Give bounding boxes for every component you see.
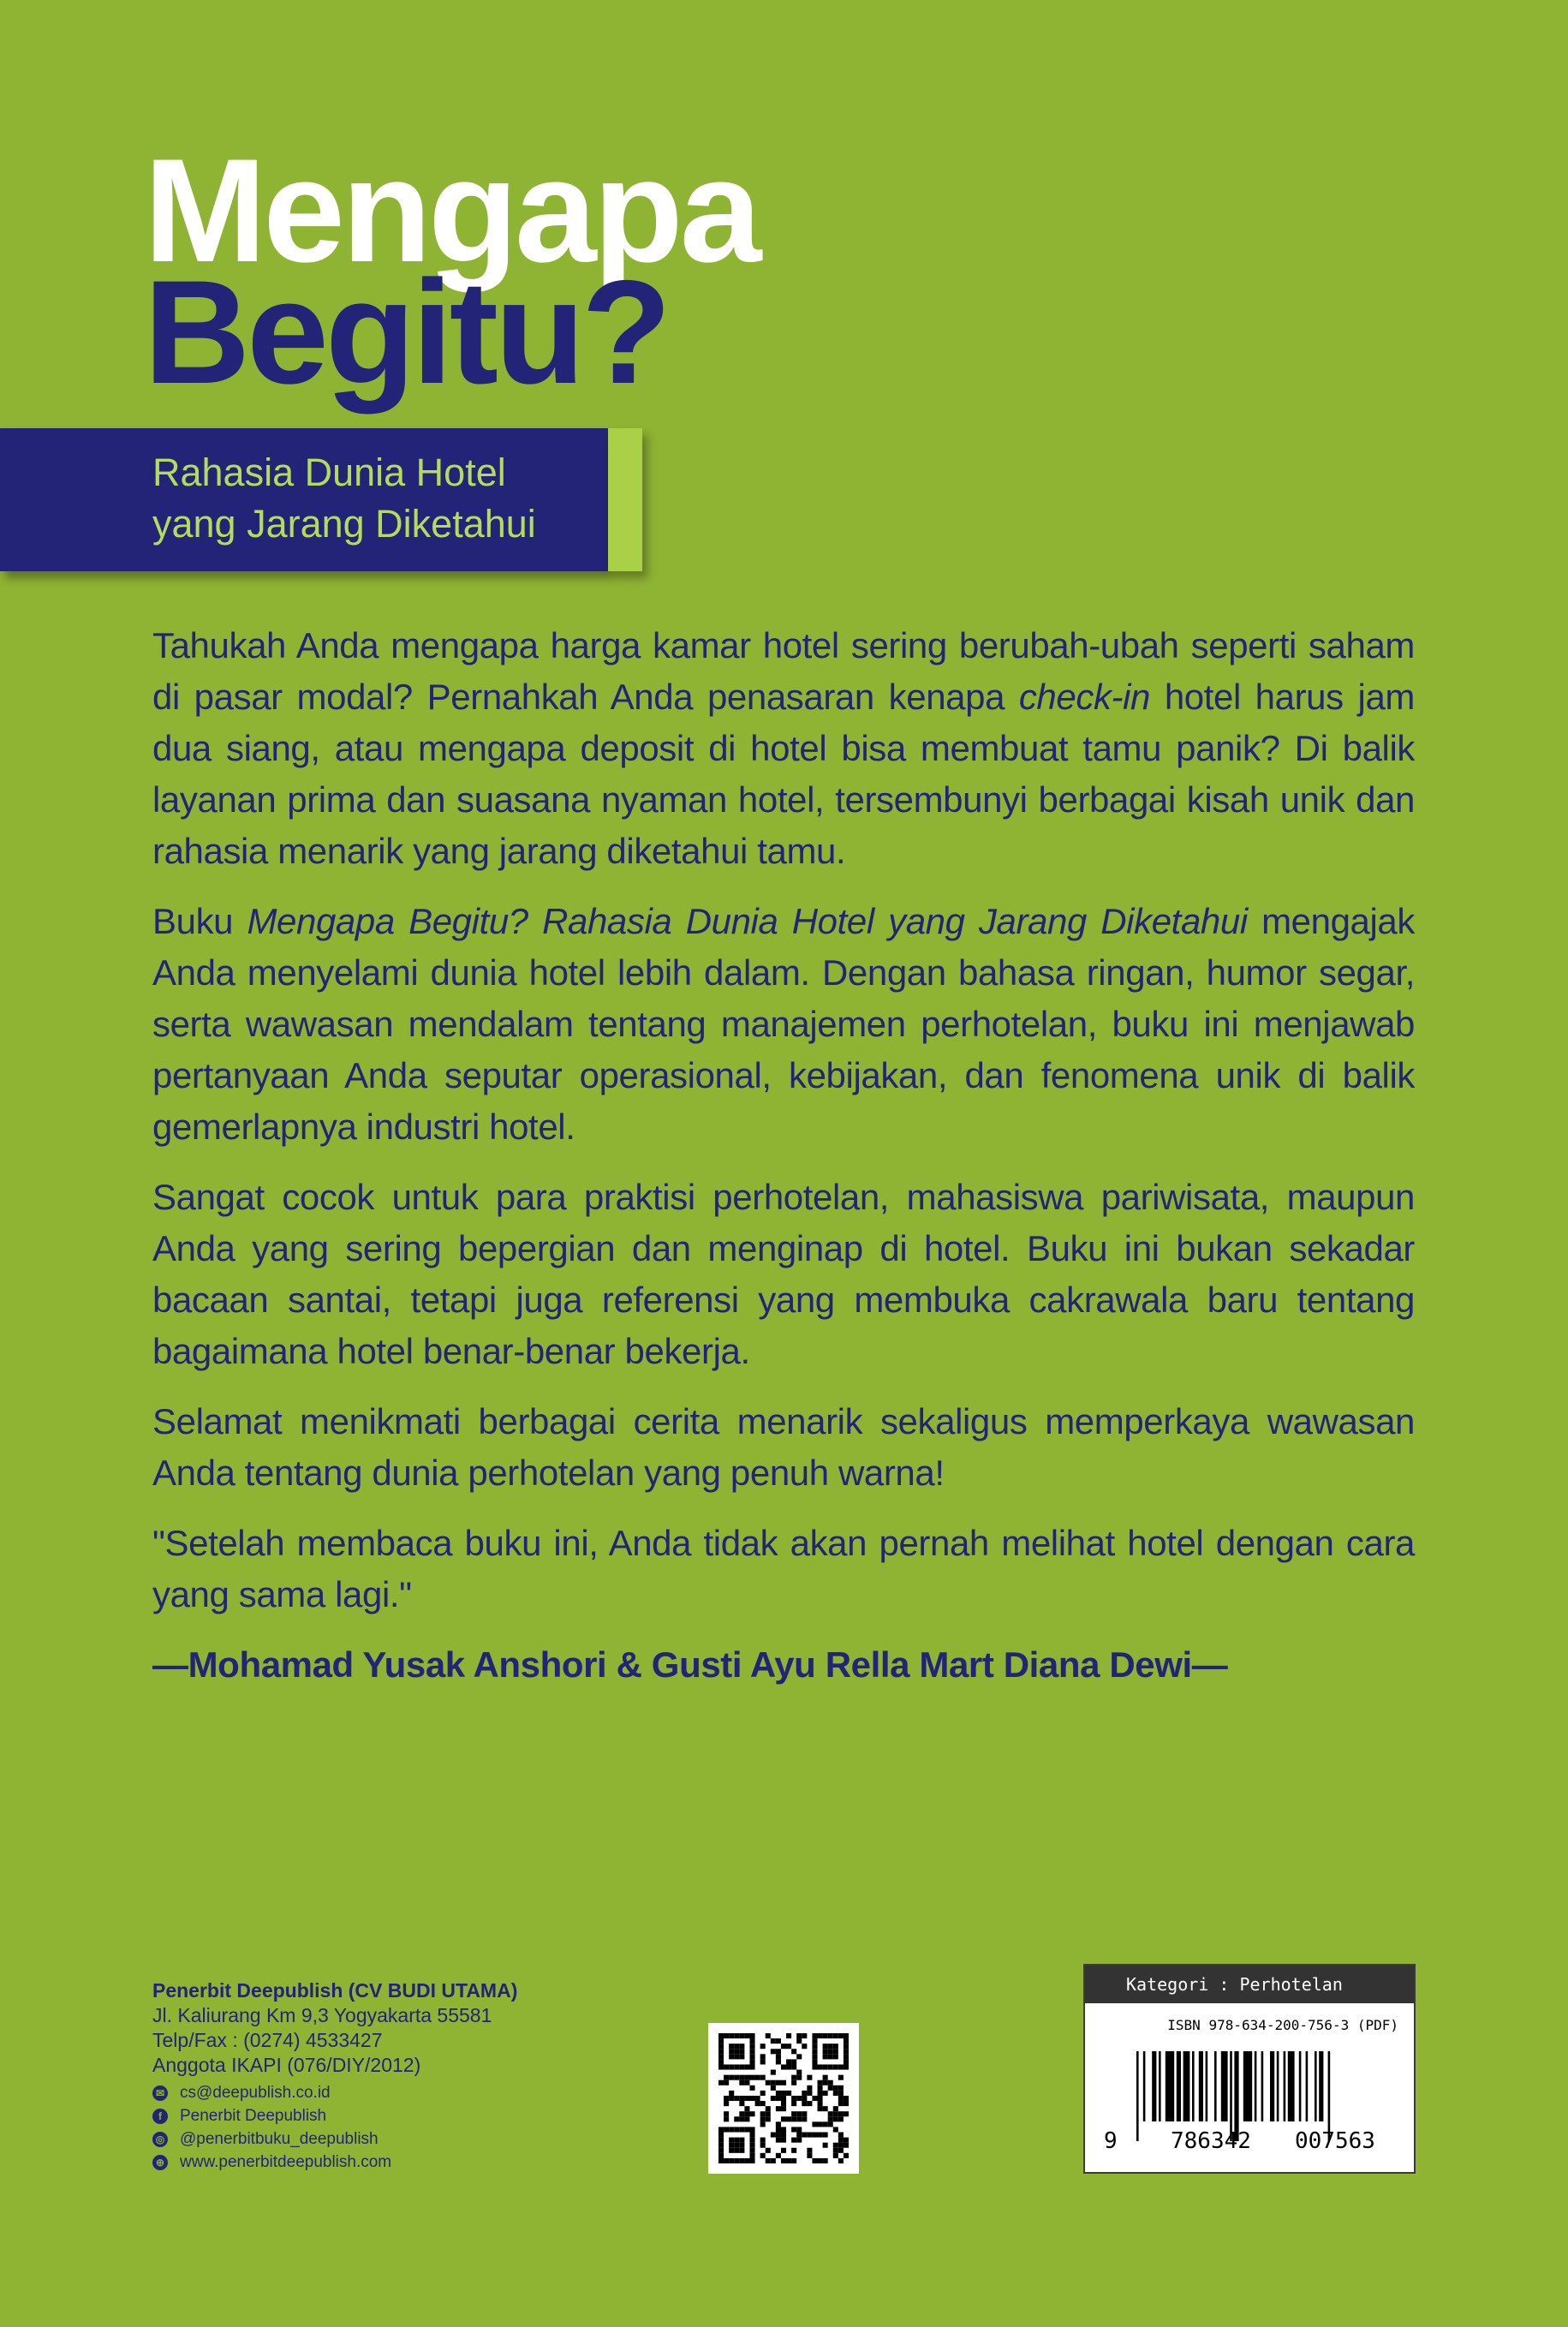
title-line-2: Begitu? xyxy=(144,250,669,415)
blurb xyxy=(152,620,1415,1709)
instagram-icon: ◎ xyxy=(152,2132,168,2147)
blurb-paragraph-1 xyxy=(152,620,1415,877)
text: Buku xyxy=(152,901,247,941)
barcode-bar xyxy=(1221,2051,1228,2121)
barcode-bar xyxy=(1177,2051,1181,2121)
publisher-membership: Anggota IKAPI (076/DIY/2012) xyxy=(152,2054,421,2076)
barcode-bar xyxy=(1143,2051,1146,2121)
contact-instagram xyxy=(152,2127,517,2151)
subtitle-line-2: yang Jarang Diketahui xyxy=(152,502,536,546)
barcode-digits-right: 007563 xyxy=(1295,2128,1375,2154)
instagram-text[interactable]: @penerbitbuku_deepublish xyxy=(180,2130,379,2148)
barcode-digit-first: 9 xyxy=(1104,2128,1118,2154)
title-line-1: Mengapa xyxy=(144,128,759,293)
isbn-barcode-box xyxy=(1083,1964,1416,2174)
email-text[interactable]: cs@deepublish.co.id xyxy=(180,2084,331,2102)
barcode-bar xyxy=(1288,2051,1295,2121)
qr-code[interactable] xyxy=(708,2023,859,2174)
publisher-name: Penerbit Deepublish (CV BUDI UTAMA) xyxy=(152,1979,518,2002)
barcode-bar xyxy=(1192,2051,1195,2121)
barcode-bar xyxy=(1136,2051,1139,2141)
category-label: Kategori : Perhotelan xyxy=(1085,1966,1414,2003)
facebook-icon: f xyxy=(152,2109,168,2124)
publisher-address: Jl. Kaliurang Km 9,3 Yogyakarta 55581 xyxy=(152,2004,492,2026)
barcode-bar xyxy=(1315,2051,1317,2121)
publisher-phone: Telp/Fax : (0274) 4533427 xyxy=(152,2029,383,2051)
contact-facebook xyxy=(152,2104,517,2127)
barcode-digits-left: 786342 xyxy=(1171,2128,1251,2154)
qr-code-pattern xyxy=(718,2033,849,2163)
globe-icon: ⊕ xyxy=(152,2155,168,2170)
text: hotel harus jam dua siang, atau mengapa deposit di hotel bisa membuat tamu panik? Di balik layanan prima dan suasana nyaman hotel, tersembunyi berbagai kisah unik dan rahasia menarik yang jarang diketahui tamu. xyxy=(152,677,1416,871)
emphasis: check-in xyxy=(1018,677,1151,717)
banner-accent-strip xyxy=(608,428,642,571)
email-icon: ✉ xyxy=(152,2085,168,2101)
contact-website xyxy=(152,2151,517,2174)
barcode-bar xyxy=(1306,2051,1309,2121)
blurb-paragraph-2 xyxy=(152,896,1415,1153)
blurb-paragraph-3: Sangat cocok untuk para praktisi perhotelan, mahasiswa pariwisata, maupun Anda yang sering bepergian dan menginap di hotel. Buku ini bukan sekadar bacaan santai, tetapi juga referensi yang membuka cakrawala baru tentang bagaimana hotel benar-benar bekerja. xyxy=(152,1177,1415,1371)
barcode-bar xyxy=(1255,2051,1257,2121)
website-text[interactable]: www.penerbitdeepublish.com xyxy=(180,2153,392,2171)
barcode-bar xyxy=(1214,2051,1217,2121)
text: Tahukah Anda mengapa harga kamar hotel sering berubah-ubah seperti saham di pasar modal? Pernahkah Anda penasaran kenapa xyxy=(152,625,1415,717)
barcode-bar xyxy=(1243,2051,1252,2121)
publisher-info xyxy=(152,1978,517,2174)
blurb-quote: "Setelah membaca buku ini, Anda tidak akan pernah melihat hotel dengan cara yang sama lagi." xyxy=(152,1523,1415,1614)
facebook-text[interactable]: Penerbit Deepublish xyxy=(180,2107,327,2125)
book-title-emphasis: Mengapa Begitu? Rahasia Dunia Hotel yang Jarang Diketahui xyxy=(247,901,1248,941)
barcode-bar xyxy=(1270,2051,1274,2121)
barcode-bar xyxy=(1183,2051,1190,2121)
barcode-bar xyxy=(1159,2051,1161,2121)
barcode-bar xyxy=(1277,2051,1279,2121)
barcode-bar xyxy=(1319,2051,1323,2121)
barcode-bar xyxy=(1166,2051,1174,2121)
barcode-bar xyxy=(1261,2051,1264,2121)
barcode-bar xyxy=(1299,2051,1302,2121)
contact-email xyxy=(152,2081,517,2104)
subtitle-line-1: Rahasia Dunia Hotel xyxy=(152,450,506,494)
barcode-bar xyxy=(1284,2051,1286,2121)
barcode-bar xyxy=(1206,2051,1208,2121)
barcode-bar xyxy=(1199,2051,1203,2121)
barcode-bar xyxy=(1152,2051,1156,2121)
text: mengajak Anda menyelami dunia hotel lebih dalam. Dengan bahasa ringan, humor segar, serta wawasan mendalam tentang manajemen perhotelan, buku ini menjawab pertanyaan Anda seputar operasional, kebijakan, dan fenomena unik di balik gemerlapnya industri hotel. xyxy=(152,901,1415,1147)
blurb-paragraph-4: Selamat menikmati berbagai cerita menarik sekaligus memperkaya wawasan Anda tentang dunia perhotelan yang penuh warna! xyxy=(152,1401,1415,1493)
authors: —Mohamad Yusak Anshori & Gusti Ayu Rella Mart Diana Dewi— xyxy=(152,1644,1228,1685)
isbn-number: ISBN 978-634-200-756-3 (PDF) xyxy=(1167,2017,1398,2033)
